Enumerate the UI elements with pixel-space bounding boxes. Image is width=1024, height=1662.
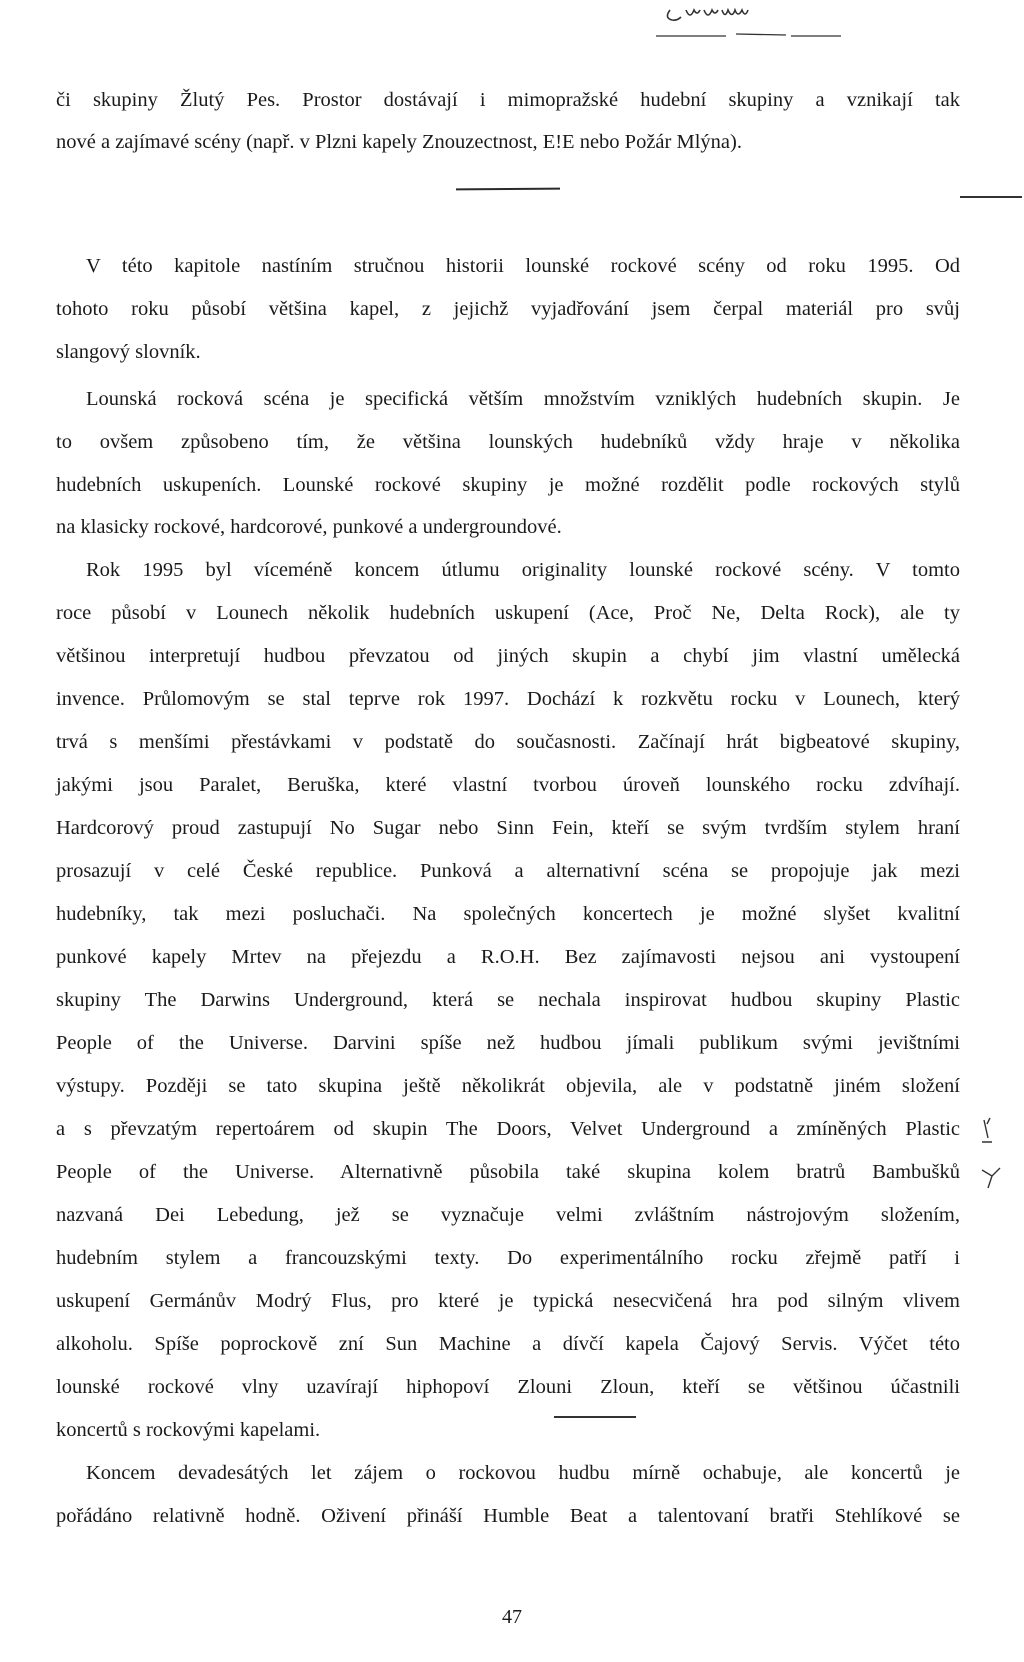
text-line: koncertů s rockovými kapelami. bbox=[56, 1419, 321, 1441]
text-line: invence. Průlomovým se stal teprve rok 1997. Dochází k rozkvětu rocku v Lounech, který bbox=[56, 688, 960, 710]
text-line: punkové kapely Mrtev na přejezdu a R.O.H. Bez zajímavosti nejsou ani vystoupení bbox=[56, 946, 960, 968]
text-line: tohoto roku působí většina kapel, z jejichž vyjadřování jsem čerpal materiál pro svůj bbox=[56, 298, 960, 320]
text-line: slangový slovník. bbox=[56, 341, 201, 363]
text-line: a s převzatým repertoárem od skupin The Doors, Velvet Underground a zmíněných Plastic bbox=[56, 1118, 960, 1140]
text-line: hudebních uskupeních. Lounské rockové skupiny je možné rozdělit podle rockových stylů bbox=[56, 474, 960, 496]
text-line: lounské rockové vlny uzavírají hiphopoví Zlouni Zloun, kteří se většinou účastnili bbox=[56, 1376, 960, 1398]
text-line: People of the Universe. Alternativně působila také skupina kolem bratrů Bambušků bbox=[56, 1161, 960, 1183]
handwritten-scribble bbox=[656, 0, 896, 44]
text-line: to ovšem způsobeno tím, že většina lounských hudebníků vždy hraje v několika bbox=[56, 431, 960, 453]
margin-line-mark bbox=[960, 196, 1022, 198]
text-line: People of the Universe. Darvini spíše než hudbou jímali publikum svými jevištními bbox=[56, 1032, 960, 1054]
handwritten-underline bbox=[554, 1416, 636, 1418]
text-line: nové a zajímavé scény (např. v Plzni kapely Znouzectnost, E!E nebo Požár Mlýna). bbox=[56, 131, 742, 153]
text-line: uskupení Germánův Modrý Flus, pro které je typická nesecvičená hra pod silným vlivem bbox=[56, 1290, 960, 1312]
margin-correction-mark bbox=[980, 1162, 1004, 1192]
text-line: většinou interpretují hudbou převzatou od jiných skupin a chybí jim vlastní umělecká bbox=[56, 645, 960, 667]
text-line: Hardcorový proud zastupují No Sugar nebo Sinn Fein, kteří se svým tvrdším stylem hraní bbox=[56, 817, 960, 839]
text-line: Lounská rocková scéna je specifická větším množstvím vzniklých hudebních skupin. Je bbox=[86, 388, 960, 410]
margin-correction-mark bbox=[978, 1116, 1002, 1146]
text-line: na klasicky rockové, hardcorové, punkové a undergroundové. bbox=[56, 516, 562, 538]
text-line: pořádáno relativně hodně. Oživení přináší Humble Beat a talentovaní bratři Stehlíkové se bbox=[56, 1505, 960, 1527]
text-line: či skupiny Žlutý Pes. Prostor dostávají i mimopražské hudební skupiny a vznikají tak bbox=[56, 89, 960, 111]
text-line: alkoholu. Spíše poprockově zní Sun Machine a dívčí kapela Čajový Servis. Výčet této bbox=[56, 1333, 960, 1355]
text-line: trvá s menšími přestávkami v podstatě do současnosti. Začínají hrát bigbeatové skupiny, bbox=[56, 731, 960, 753]
text-line: hudebním stylem a francouzskými texty. Do experimentálního rocku zřejmě patří i bbox=[56, 1247, 960, 1269]
text-line: roce působí v Lounech několik hudebních uskupení (Ace, Proč Ne, Delta Rock), ale ty bbox=[56, 602, 960, 624]
text-line: výstupy. Později se tato skupina ještě několikrát objevila, ale v podstatně jiném složení bbox=[56, 1075, 960, 1097]
text-line: nazvaná Dei Lebedung, jež se vyznačuje velmi zvláštním nástrojovým složením, bbox=[56, 1204, 960, 1226]
text-line: hudebníky, tak mezi posluchači. Na společných koncertech je možné slyšet kvalitní bbox=[56, 903, 960, 925]
text-line: jakými jsou Paralet, Beruška, které vlastní tvorbou úroveň lounského rocku zdvíhají. bbox=[56, 774, 960, 796]
page-number: 47 bbox=[502, 1606, 522, 1628]
text-line: Rok 1995 byl víceméně koncem útlumu originality lounské rockové scény. V tomto bbox=[86, 559, 960, 581]
text-line: Koncem devadesátých let zájem o rockovou hudbu mírně ochabuje, ale koncertů je bbox=[86, 1462, 960, 1484]
handwritten-underline bbox=[456, 188, 560, 191]
text-line: skupiny The Darwins Underground, která se nechala inspirovat hudbou skupiny Plastic bbox=[56, 989, 960, 1011]
text-line: prosazují v celé České republice. Punková a alternativní scéna se propojuje jak mezi bbox=[56, 860, 960, 882]
text-line: V této kapitole nastíním stručnou historii lounské rockové scény od roku 1995. Od bbox=[86, 255, 960, 277]
